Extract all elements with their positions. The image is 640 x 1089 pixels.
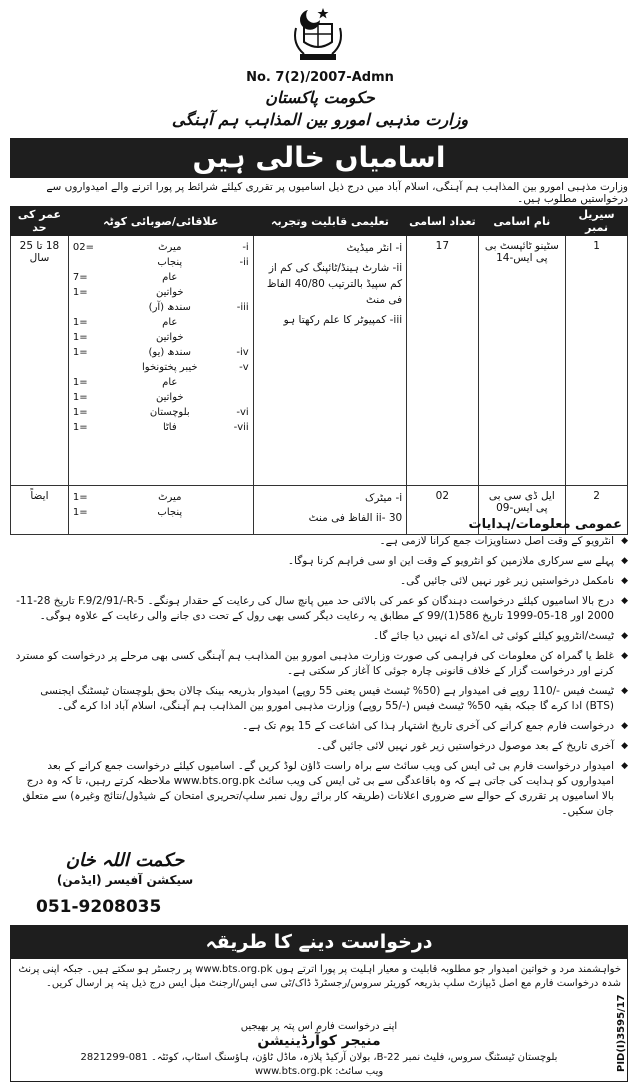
col-post: نام اسامی [478, 207, 566, 236]
quota-line [73, 240, 249, 255]
quota-num [227, 505, 249, 520]
quota-line [73, 375, 249, 390]
col-serial: سیریل نمبر [566, 207, 628, 236]
address-title: منیجر کوآرڈینیشن [257, 1033, 381, 1049]
quota-label: خواتین [156, 332, 184, 343]
cell-age: ایضاً [11, 486, 69, 535]
qualification-item: ii- شارٹ ہینڈ/ٹائپنگ کی کم از کم سپیڈ بالترتیب 40/80 الفاظ فی منٹ [266, 262, 403, 306]
quota-value: =1 [72, 422, 88, 433]
ministry-title: وزارت مذہبی امورو بین المذاہب ہم آہنگی [171, 110, 469, 129]
quota-label: پنجاب [157, 507, 183, 518]
vacancies-table [10, 206, 628, 535]
quota-num: v- [239, 362, 249, 373]
phone-number: 051-9208035 [36, 897, 162, 917]
quota-value [73, 360, 113, 375]
cell-serial: 2 [566, 486, 628, 535]
quota-line [73, 420, 249, 435]
list-item: ◆ غلط یا گمراہ کن معلومات کی فراہمی کی صورت وزارت مذہبی امورو بین المذاہب ہم آہنگی کسی بھی مرحلے پر درخواست کو مسترد کرنے اور درخواست گزار کے خلاف قانونی چارہ جوئی کا آغاز کر سکتی ہے۔ [12, 649, 628, 679]
signature-block [40, 850, 210, 887]
quota-line [73, 315, 249, 330]
quota-num [227, 490, 249, 505]
quota-value: =1 [72, 287, 88, 298]
cell-count: 02 [407, 486, 478, 535]
quota-label: عام [162, 317, 178, 328]
quota-num [227, 390, 249, 405]
application-banner: درخواست دینے کا طریقہ [11, 926, 627, 959]
list-item: ◆ نامکمل درخواستیں زیر غور نہیں لائی جائیں گی۔ [12, 574, 628, 589]
col-qualification: تعلیمی قابلیت وتجربہ [253, 207, 406, 236]
qualification-item: ii- 30 الفاظ فی منٹ [308, 512, 403, 524]
quota-label: عام [162, 272, 178, 283]
quota-num [227, 315, 249, 330]
quota-value: =1 [72, 507, 88, 518]
quota-label: خواتین [156, 392, 184, 403]
quota-num [227, 330, 249, 345]
quota-line [73, 505, 249, 520]
list-item: ◆ انٹرویو کے وقت اصل دستاویزات جمع کرانا لازمی ہے۔ [12, 534, 628, 549]
quota-label: خواتین [156, 287, 184, 298]
quota-label: میرٹ [158, 242, 182, 253]
intro-text: وزارت مذہبی امورو بین المذاہب ہم آہنگی، اسلام آباد میں درج ذیل اسامیوں پر تقرری کیلئے شرائط پر پورا اترنے والے امیدواروں سے درخواستیں مطلوب ہیں۔ [46, 181, 628, 205]
quota-num [227, 285, 249, 300]
quota-num: iv- [236, 347, 249, 358]
quota-line [73, 330, 249, 345]
quota-label: میرٹ [158, 492, 182, 503]
quota-line [73, 360, 249, 375]
qualification-item: i- میٹرک [364, 492, 403, 504]
quota-line [73, 285, 249, 300]
quota-value: =1 [72, 377, 88, 388]
pid-code: PID(I)3595/17 [616, 994, 627, 1072]
quota-label: فاٹا [162, 422, 177, 433]
reference-number: No. 7(2)/2007-Admn [246, 70, 394, 85]
government-title: حکومت پاکستان [265, 88, 375, 107]
instructions-list [12, 534, 628, 824]
quota-label: بلوچستان [149, 407, 190, 418]
quota-line [73, 405, 249, 420]
col-age: عمر کی حد [11, 207, 69, 236]
cell-serial: 1 [566, 236, 628, 486]
col-count: تعداد اسامی [407, 207, 478, 236]
quota-value [73, 300, 113, 315]
quota-value: =1 [72, 407, 88, 418]
list-item: ◆ ٹیسٹ/انٹرویو کیلئے کوئی ٹی اے/ڈی اے نہیں دیا جائے گا۔ [12, 629, 628, 644]
table-row [11, 236, 628, 486]
quota-value: =1 [72, 392, 88, 403]
address-line: بلوچستان ٹیسٹنگ سروس، فلیٹ نمبر 22-B، بولان آرکیڈ پلازہ، ماڈل ٹاؤن، ہاؤسنگ اسٹاپ، کوئٹہ۔ 081-2821299 [80, 1052, 558, 1063]
list-item: ◆ درخواست فارم جمع کرانے کی آخری تاریخ اشتہار ہذا کی اشاعت کے 15 یوم تک ہے۔ [12, 719, 628, 734]
quota-value [73, 255, 113, 270]
list-item: ◆ پہلے سے سرکاری ملازمین کو انٹرویو کے وقت این او سی فراہم کرنا ہوگا۔ [12, 554, 628, 569]
signatory-title: سیکشن آفیسر (ایڈمن) [56, 873, 194, 887]
quota-num [227, 375, 249, 390]
list-item: ◆ آخری تاریخ کے بعد موصول درخواستیں زیر غور نہیں لائی جائیں گی۔ [12, 739, 628, 754]
state-emblem-icon [290, 4, 346, 62]
col-quota: علاقائی/صوبائی کوٹہ [68, 207, 253, 236]
quota-value: =1 [72, 332, 88, 343]
quota-line [73, 255, 249, 270]
quota-line [73, 345, 249, 360]
qualification-item: iii- کمپیوٹر کا علم رکھتا ہو [283, 314, 403, 326]
quota-num: vii- [233, 422, 249, 433]
quota-label: عام [162, 377, 178, 388]
quota-value: =7 [72, 272, 88, 283]
quota-label: پنجاب [157, 257, 183, 268]
cell-qualification [253, 486, 406, 535]
quota-value: =02 [72, 242, 94, 253]
vacancies-banner: اسامیاں خالی ہیں [10, 138, 628, 178]
quota-value: =1 [72, 347, 88, 358]
cell-quota [68, 486, 253, 535]
quota-num: i- [242, 242, 249, 253]
cell-qualification [253, 236, 406, 486]
cell-age: 18 تا 25 سال [11, 236, 69, 486]
cell-post: ایل ڈی سی بی پی ایس-09 [478, 486, 566, 535]
quota-label: سندھ (یو) [148, 347, 192, 358]
quota-num [227, 270, 249, 285]
cell-count: 17 [407, 236, 478, 486]
cell-quota [68, 236, 253, 486]
instructions-title: عمومی معلومات/ہدایات [468, 517, 622, 532]
quota-label: خیبر پختونخوا [142, 362, 198, 373]
quota-line [73, 300, 249, 315]
quota-label: سندھ (آر) [148, 302, 191, 313]
application-box [10, 925, 628, 1082]
signatory-name: حکمت اللہ خان [65, 850, 185, 871]
quota-line [73, 390, 249, 405]
address-label: اپنے درخواست فارم اس پتہ پر بھیجیں [240, 1021, 398, 1032]
quota-num: vi- [236, 407, 249, 418]
application-text: خواہشمند مرد و خواتین امیدوار جو مطلوبہ قابلیت و معیار اہلیت پر پورا اترتے ہوں www.bts.org.pk پر رجسٹر ہو سکتے ہیں۔ جبکہ اپنی پرنٹ شدہ درخواست فارم مع اصل ڈیپازٹ سلپ بذریعہ کوریئر سروس/رجسٹرڈ ڈاک/ٹی سی ایس/ارجنٹ میل ایس درج ذیل پتہ پر ارسال کریں۔ [18, 964, 621, 989]
website-link[interactable]: www.bts.org.pk :ویب سائٹ [254, 1066, 384, 1077]
table-header-row [11, 207, 628, 236]
quota-value: =1 [72, 492, 88, 503]
quota-line [73, 490, 249, 505]
cell-post: سٹینو ٹائپسٹ بی پی ایس-14 [478, 236, 566, 486]
quota-line [73, 270, 249, 285]
qualification-item: i- انٹر میڈیٹ [346, 242, 403, 254]
list-item: ◆ درج بالا اسامیوں کیلئے درخواست دہندگان کو عمر کی بالائی حد میں پانچ سال کی رعایت کے حقدار ہونگے۔ F.9/2/91/-R-5 تاریخ 28-11-2000 اور 18-05-1999 تاریخ 586(1)/99 کے مطابق یہ رعایت دیگر کسی بھی رول کے تحت دی جانے والی رعایت کے علاوہ ہوگی۔ [12, 594, 628, 624]
list-item: ◆ ٹیسٹ فیس -/110 روپے فی امیدوار ہے (50% ٹیسٹ فیس یعنی 55 روپے) امیدوار بذریعہ بینک چالان بحق بلوچستان ٹیسٹنگ ایجنسی (BTS) ادا کرے گا جبکہ بقیہ 50% ٹیسٹ فیس (-/55 روپے) وزارت مذہبی امورو بین المذاہب ہم آہنگی، اسلام آباد ادا کرے گی۔ [12, 684, 628, 714]
quota-value: =1 [72, 317, 88, 328]
quota-num: ii- [239, 257, 249, 268]
list-item: ◆ امیدوار درخواست فارم بی ٹی ایس کی ویب سائٹ سے براہ راست ڈاؤن لوڈ کریں گے۔ اسامیوں کیلئے درخواست جمع کرانے کے بعد امیدواروں کو ہدایت کی جاتی ہے کہ وہ باقاعدگی سے بی ٹی ایس کی ویب سائٹ www.bts.org.pk ملاحظہ کرتے رہیں، تا کہ وہ درج بالا اسامیوں پر تقرری کے حوالے سے ضروری اعلانات (طریقہ کار برائے رول نمبر سلپ/تحریری امتحان کے شیڈول/نتائج وغیرہ) سے متعلق جان سکیں۔ [12, 759, 628, 819]
quota-num: iii- [236, 302, 249, 313]
